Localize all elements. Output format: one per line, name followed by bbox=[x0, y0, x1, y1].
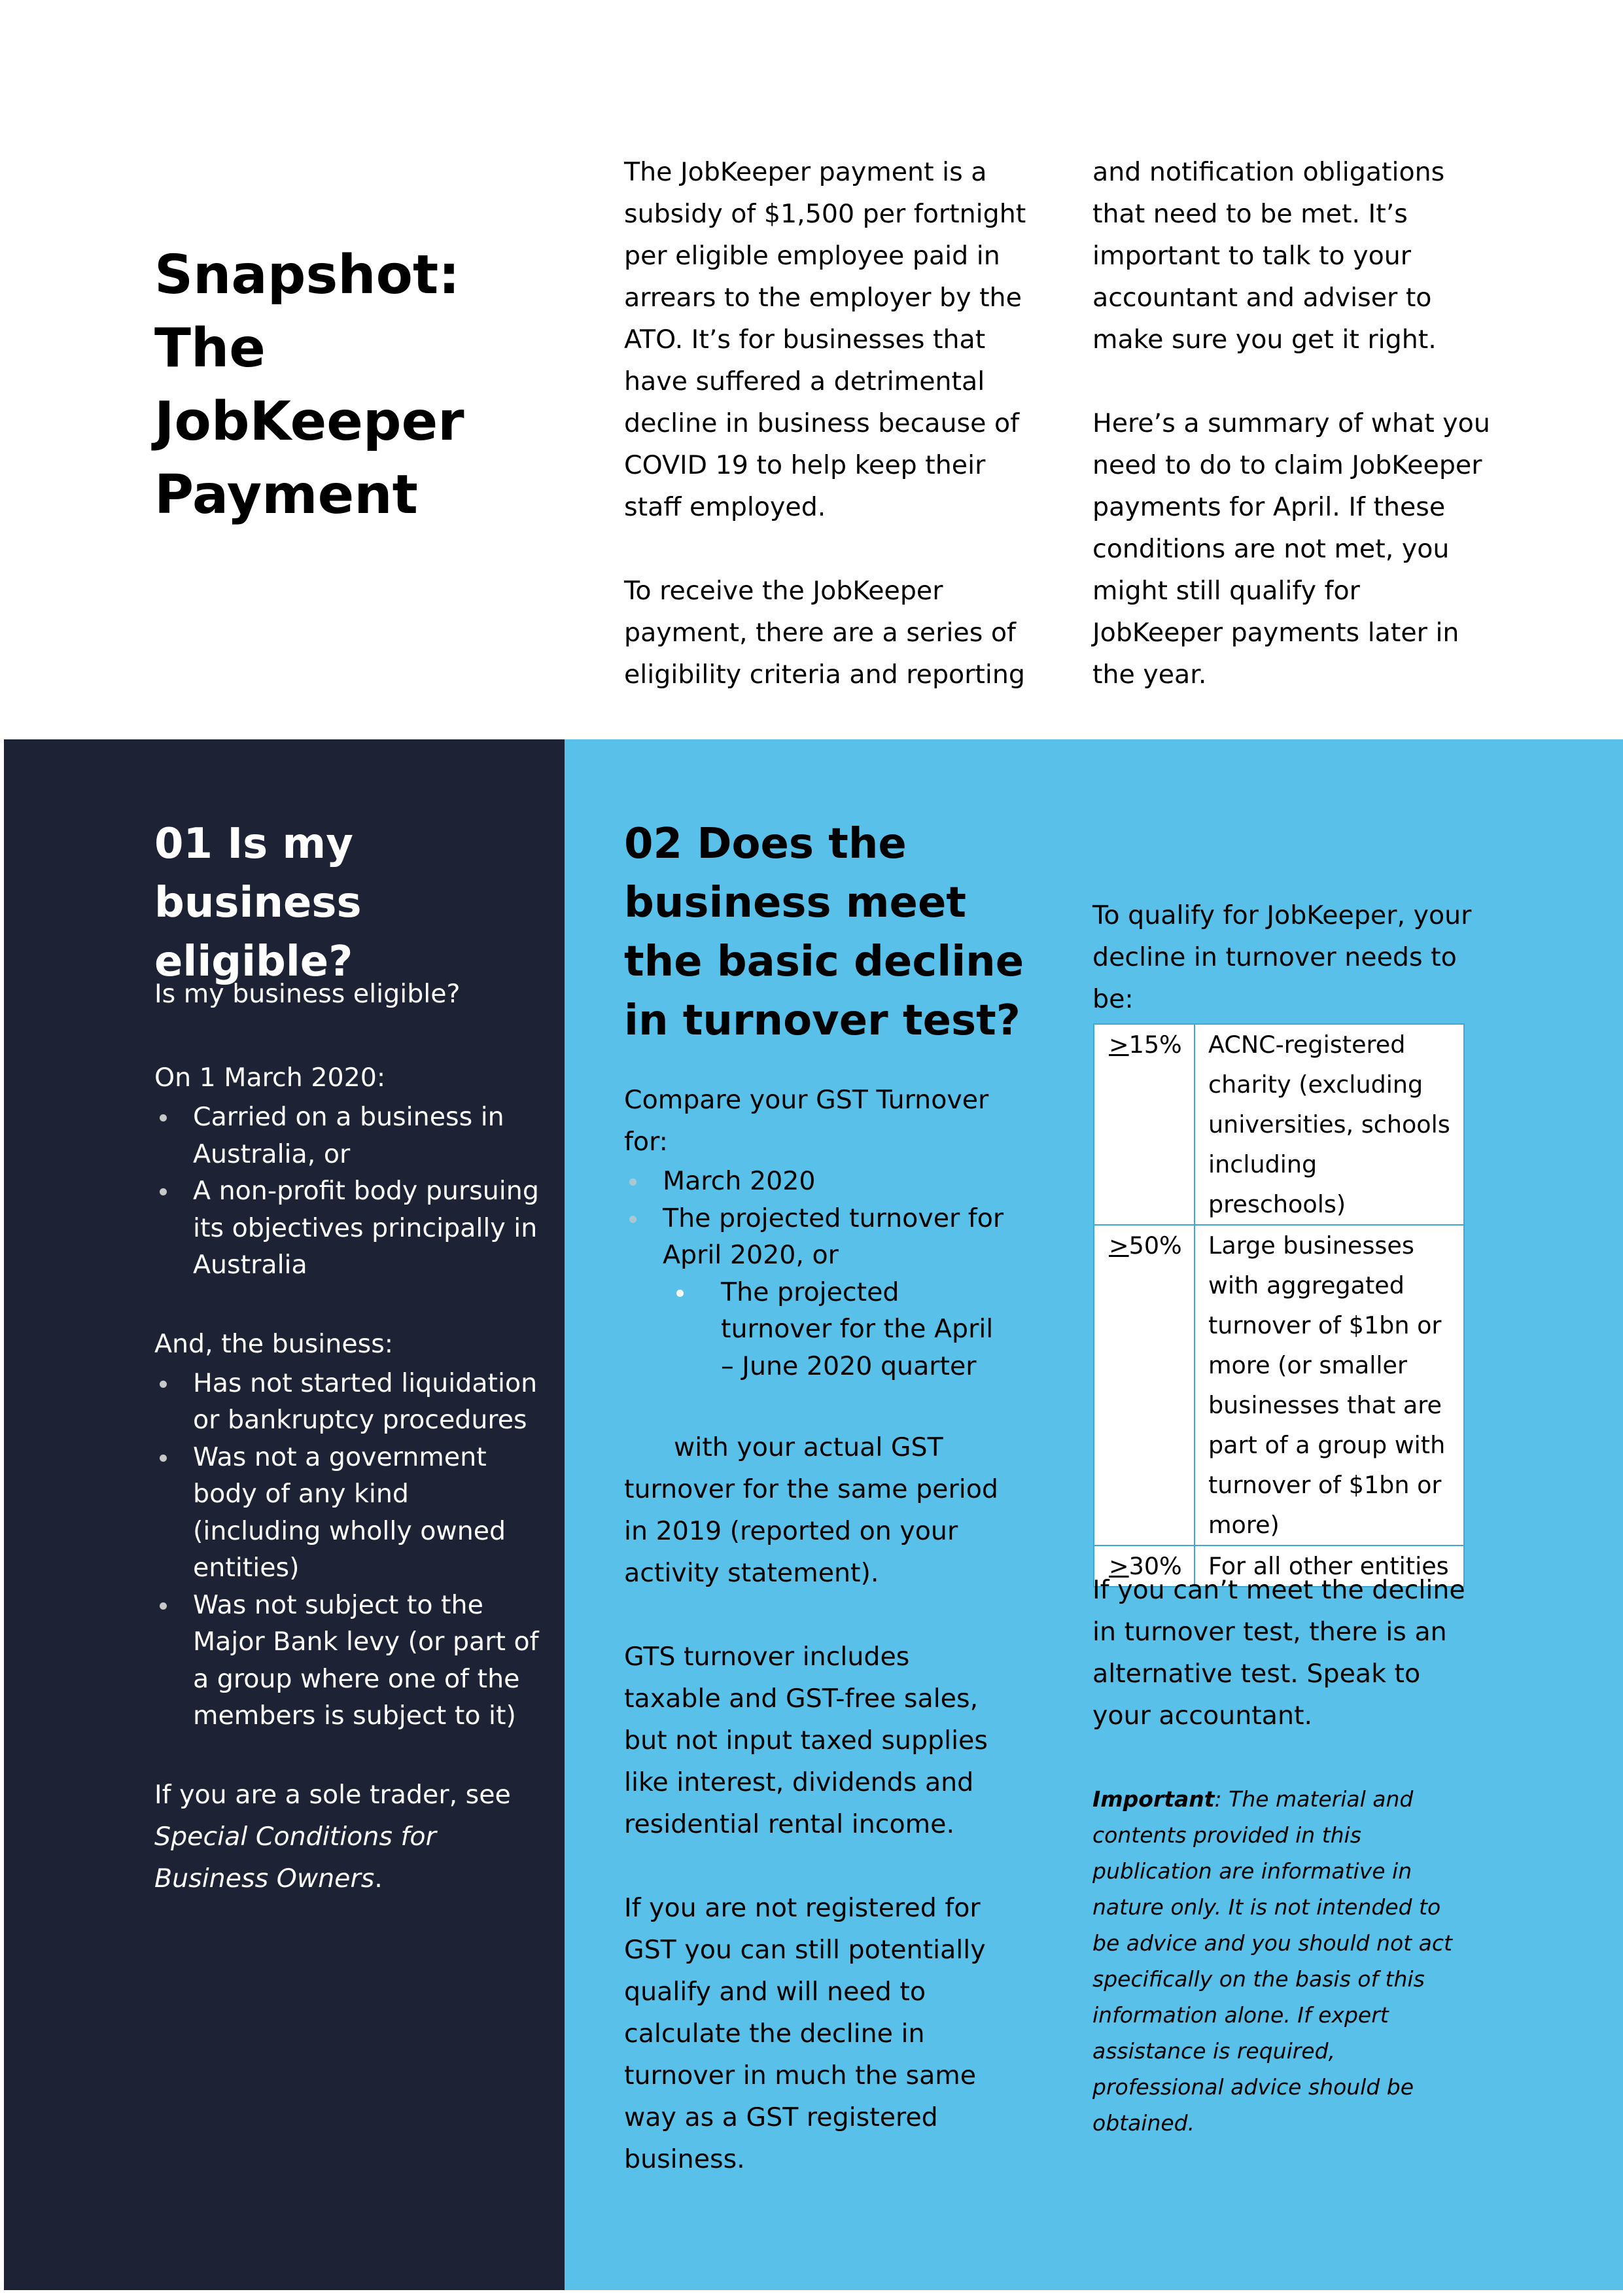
eligibility-question: Is my business eligible? bbox=[154, 979, 461, 1009]
disclaimer bbox=[1092, 1781, 1459, 2141]
entity-cell: Large businesses with aggregated turnover of $1bn or more (or smaller businesses that are part of a group with turnover of $1bn or more) bbox=[1195, 1225, 1464, 1545]
section-2-body bbox=[624, 1079, 1010, 2180]
business-label: And, the business: bbox=[154, 1328, 394, 1359]
list-item: Carried on a business in Australia, or bbox=[154, 1099, 540, 1173]
comparison-text: with your actual GST turnover for the same period in 2019 (reported on your activity statement). bbox=[624, 1432, 998, 1588]
not-registered-text: If you are not registered for GST you can still potentially qualify and will need to calculate the decline in turnover in much the same way as a GST registered business. bbox=[624, 1893, 986, 2174]
intro-paragraph-1: The JobKeeper payment is a subsidy of $1,500 per fortnight per eligible employee paid in arrears to the employer by the ATO. It’s for businesses that have suffered a detrimental decline in business because of COVID 19 to help keep their staff employed. bbox=[624, 157, 1026, 522]
entity-cell: For all other entities bbox=[1195, 1545, 1464, 1587]
intro-paragraph-2: To receive the JobKeeper payment, there are a series of eligibility criteria and reporting bbox=[624, 576, 1026, 690]
list-item: The projected turnover for April 2020, or bbox=[624, 1200, 1010, 1274]
disclaimer-label: Important bbox=[1092, 1786, 1215, 1812]
section-1-body bbox=[154, 973, 540, 1899]
compare-periods-list bbox=[624, 1163, 1010, 1385]
compare-label: Compare your GST Turnover for: bbox=[624, 1085, 989, 1157]
sole-trader-note: If you are a sole trader, see Special Conditions for Business Owners. bbox=[154, 1779, 511, 1894]
page-title: Snapshot: The JobKeeper Payment bbox=[154, 244, 464, 526]
gts-turnover-text: GTS turnover includes taxable and GST-free sales, but not input taxed supplies like interest, dividends and residential rental income. bbox=[624, 1642, 988, 1839]
intro-paragraph-3: and notification obligations that need to be met. It’s important to talk to your accountant and adviser to make sure you get it right. bbox=[1092, 157, 1445, 355]
threshold-cell: >30% bbox=[1094, 1545, 1195, 1587]
date-criteria-list bbox=[154, 1099, 540, 1284]
section-2-title: 02 Does the business meet the basic decline in turnover test? bbox=[624, 820, 1024, 1045]
special-conditions-reference: Special Conditions for Business Owners bbox=[154, 1821, 436, 1894]
section-1-title: 01 Is my business eligible? bbox=[154, 820, 362, 986]
threshold-cell: >50% bbox=[1094, 1225, 1195, 1545]
intro-column-1 bbox=[624, 151, 1030, 696]
list-item: Has not started liquidation or bankruptcy procedures bbox=[154, 1365, 540, 1439]
list-item: A non-profit body pursuing its objectives principally in Australia bbox=[154, 1173, 540, 1284]
business-criteria-list bbox=[154, 1365, 540, 1735]
decline-threshold-table bbox=[1093, 1023, 1465, 1587]
list-item: March 2020 bbox=[624, 1163, 1010, 1200]
threshold-cell: >15% bbox=[1094, 1024, 1195, 1225]
table-row bbox=[1094, 1225, 1464, 1545]
list-sub-item: The projected turnover for the April – June 2020 quarter bbox=[624, 1274, 1010, 1385]
date-label: On 1 March 2020: bbox=[154, 1063, 386, 1093]
alternative-test-text: If you can’t meet the decline in turnover test, there is an alternative test. Speak to your accountant. bbox=[1092, 1575, 1465, 1731]
intro-column-2 bbox=[1092, 151, 1492, 696]
list-item: Was not subject to the Major Bank levy (or part of a group where one of the members is subject to it) bbox=[154, 1587, 540, 1735]
entity-cell: ACNC-registered charity (excluding universities, schools including preschools) bbox=[1195, 1024, 1464, 1225]
qualify-intro: To qualify for JobKeeper, your decline in turnover needs to be: bbox=[1092, 900, 1472, 1014]
table-row bbox=[1094, 1024, 1464, 1225]
intro-paragraph-4: Here’s a summary of what you need to do to claim JobKeeper payments for April. If these conditions are not met, you might still qualify for JobKeeper payments later in the year. bbox=[1092, 408, 1490, 690]
disclaimer-text: : The material and contents provided in this publication are informative in nature only. It is not intended to be advice and you should not act specifically on the basis of this information alone. If expert assistance is required, professional advice should be obtained. bbox=[1092, 1786, 1452, 2136]
list-item: Was not a government body of any kind (including wholly owned entities) bbox=[154, 1439, 540, 1587]
